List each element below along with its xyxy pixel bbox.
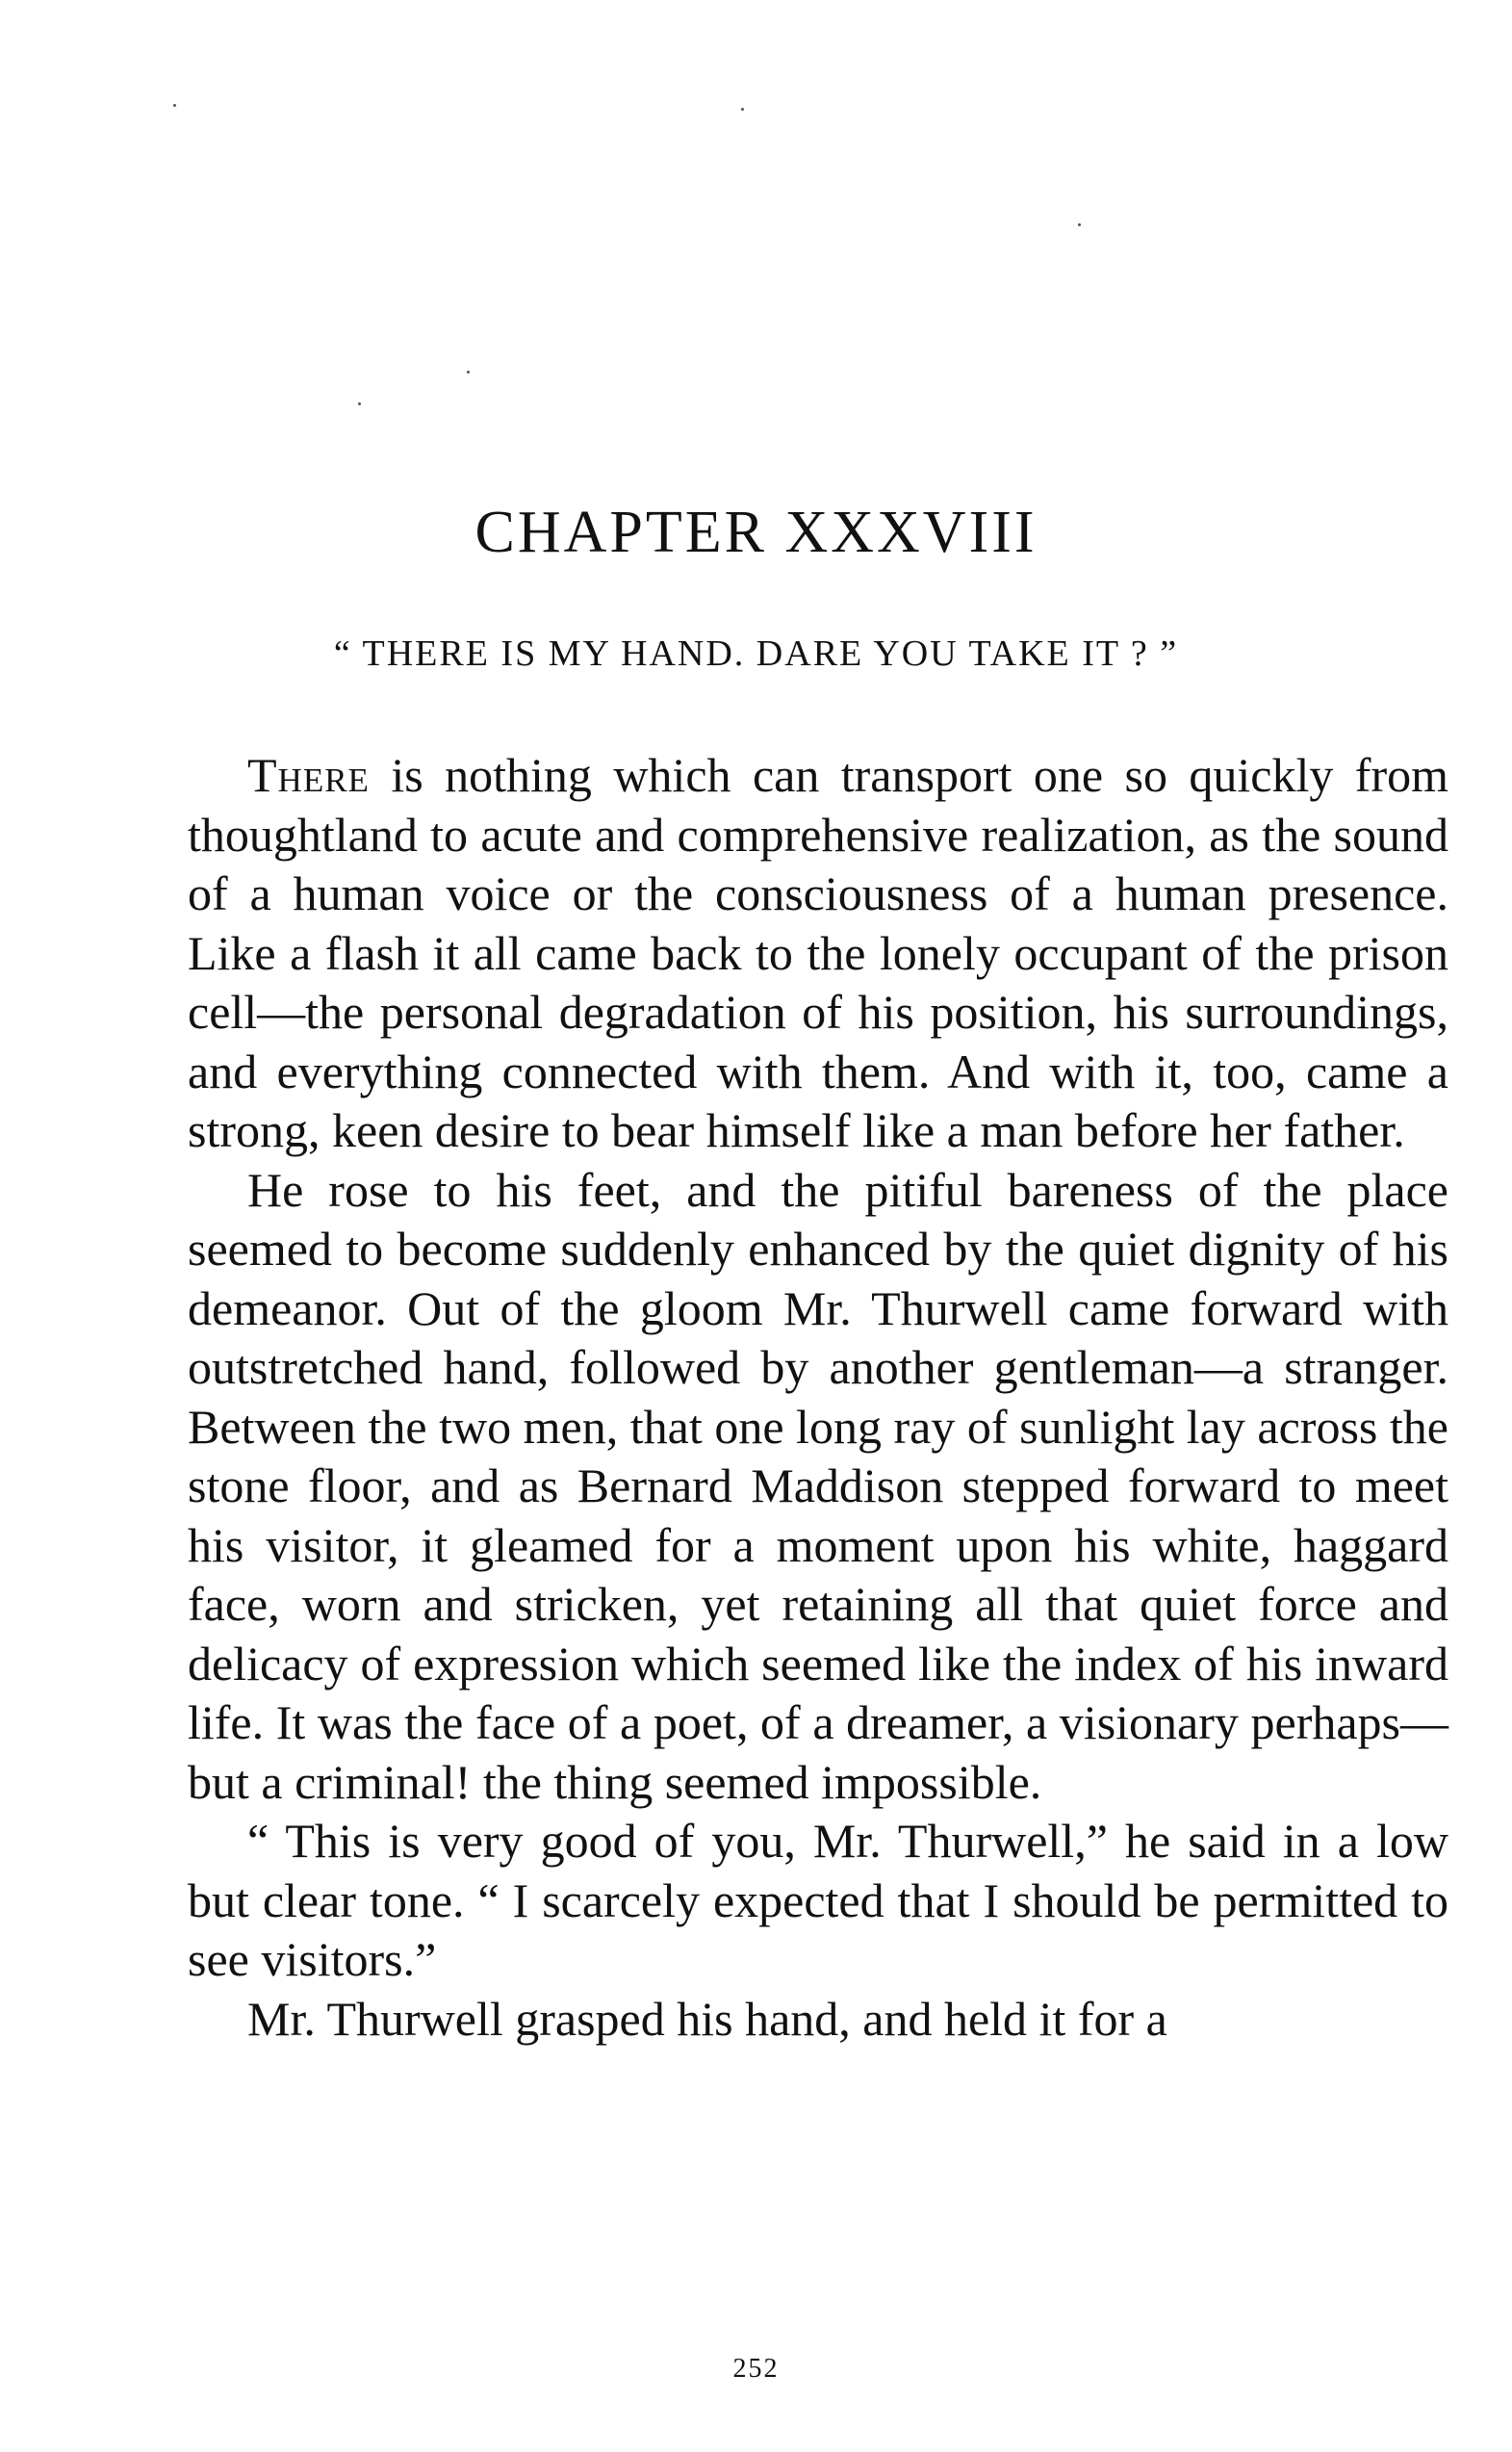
- paragraph: [188, 1990, 1448, 2050]
- paragraph-text: “ This is very good of you, Mr. Thurwell,” he said in a low but clear tone. “ I scarcely expected that I should be permitted to see visitors.”: [188, 1814, 1448, 1986]
- scan-speck: [358, 402, 361, 405]
- paragraph-text: is nothing which can transport one so quickly from thoughtland to acute and comprehensive realization, as the sound of a human voice or the consciousness of a human presence. Like a flash it all came back to the lonely occupant of the prison cell—the personal degradation of his position, his surroundings, and everything connected with them. And with it, too, came a strong, keen desire to bear himself like a man before her father.: [188, 748, 1448, 1157]
- body-text: [188, 746, 1448, 2049]
- paragraph: [188, 1161, 1448, 1813]
- scan-speck: [741, 108, 744, 111]
- paragraph: [188, 746, 1448, 1161]
- paragraph: [188, 1812, 1448, 1990]
- scan-speck: [173, 104, 176, 107]
- scan-speck: [467, 371, 470, 374]
- scan-speck: [1078, 223, 1081, 226]
- chapter-title: CHAPTER XXXVIII: [474, 500, 1038, 565]
- paragraph-lead-word: There: [247, 748, 370, 802]
- chapter-subtitle: “ THERE IS MY HAND. DARE YOU TAKE IT ? ”: [333, 633, 1179, 674]
- page-number: 252: [732, 2354, 780, 2384]
- paragraph-text: Mr. Thurwell grasped his hand, and held it for a: [247, 1991, 1167, 2046]
- paragraph-text: He rose to his feet, and the pitiful bareness of the place seemed to become suddenly enhanced by the quiet dignity of his demeanor. Out of the gloom Mr. Thurwell came forward with outstretched hand, followed by another gentleman—a stranger. Between the two men, that one long ray of sunlight lay across the stone floor, and as Bernard Maddison stepped forward to meet his visitor, it gleamed for a moment upon his white, haggard face, worn and stricken, yet retaining all that quiet force and delicacy of expression which seemed like the index of his inward life. It was the face of a poet, of a dreamer, a visionary perhaps—but a criminal! the thing seemed impossible.: [188, 1162, 1448, 1809]
